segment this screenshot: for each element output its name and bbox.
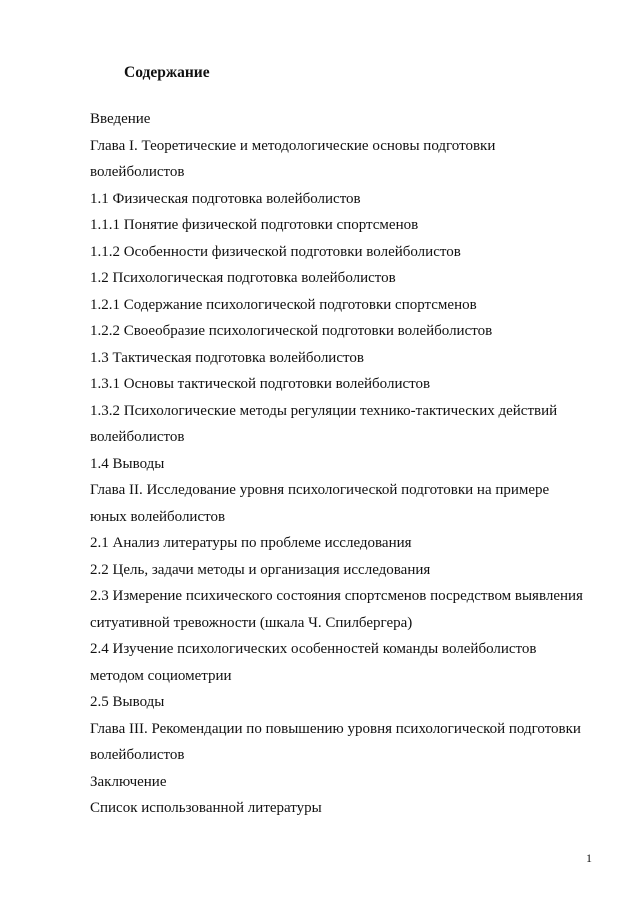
- toc-line: Глава I. Теоретические и методологические основы подготовки: [90, 137, 496, 154]
- toc-line: 2.2 Цель, задачи методы и организация исследования: [90, 561, 431, 578]
- toc-line: 1.1 Физическая подготовка волейболистов: [90, 190, 361, 207]
- toc-line: методом социометрии: [90, 667, 232, 684]
- toc-line: 2.1 Анализ литературы по проблеме исследования: [90, 535, 412, 551]
- toc-line: Глава II. Исследование уровня психологической подготовки на примере: [90, 482, 550, 498]
- toc-line: 1.2 Психологическая подготовка волейболистов: [90, 270, 396, 286]
- toc-line: 1.2.2 Своеобразие психологической подготовки волейболистов: [90, 323, 493, 339]
- toc-title: Содержание: [124, 64, 210, 81]
- toc-line: 2.4 Изучение психологических особенностей команды волейболистов: [90, 641, 537, 657]
- toc-line: Список использованной литературы: [90, 800, 322, 816]
- toc-line: Заключение: [90, 773, 167, 790]
- toc-line: 1.1.1 Понятие физической подготовки спортсменов: [90, 217, 419, 233]
- toc-line: юных волейболистов: [90, 508, 226, 525]
- toc-line: 1.4 Выводы: [90, 455, 165, 472]
- toc-line: 1.3.1 Основы тактической подготовки волейболистов: [90, 376, 431, 392]
- toc-line: 1.3.2 Психологические методы регуляции технико-тактических действий: [90, 402, 558, 419]
- toc-line: 2.5 Выводы: [90, 694, 165, 710]
- toc-list: [90, 106, 583, 822]
- toc-line: 1.2.1 Содержание психологической подготовки спортсменов: [90, 296, 477, 313]
- toc-line: волейболистов: [90, 164, 185, 180]
- toc-line: 1.3 Тактическая подготовка волейболистов: [90, 349, 364, 366]
- toc-line: 1.1.2 Особенности физической подготовки волейболистов: [90, 243, 461, 260]
- toc-line: ситуативной тревожности (шкала Ч. Спилбергера): [90, 614, 413, 631]
- page-number: 1: [586, 851, 592, 865]
- toc-line: 2.3 Измерение психического состояния спортсменов посредством выявления: [90, 588, 583, 604]
- toc-line: Глава III. Рекомендации по повышению уровня психологической подготовки: [90, 720, 581, 737]
- toc-line: волейболистов: [90, 747, 185, 763]
- toc-line: волейболистов: [90, 429, 185, 445]
- toc-line: Введение: [90, 111, 151, 127]
